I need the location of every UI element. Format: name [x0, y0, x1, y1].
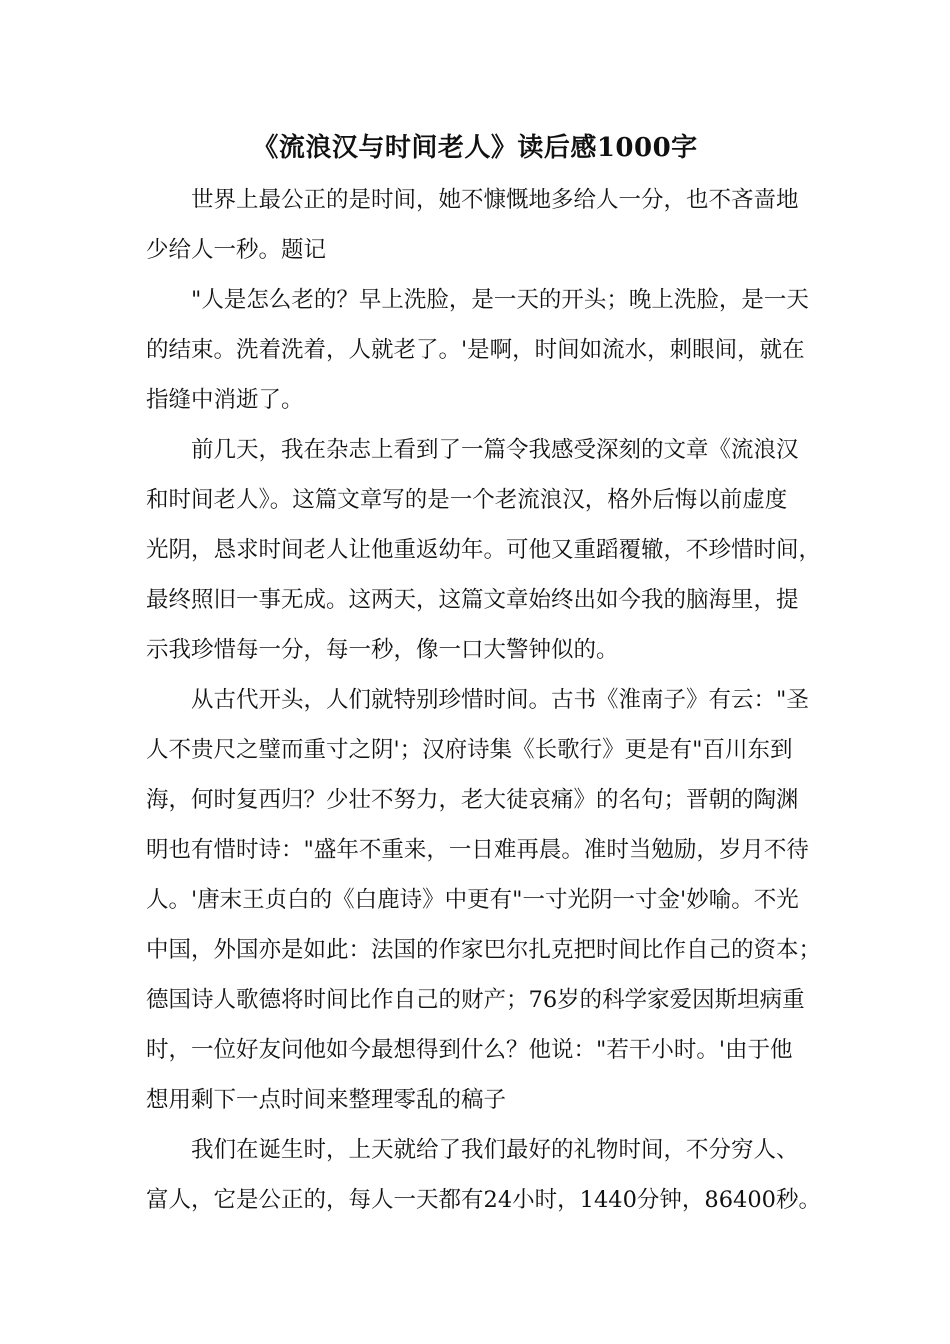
paragraph-4-line-5: 人。'唐末王贞白的《白鹿诗》中更有"一寸光阴一寸金'妙喻。不光: [146, 887, 799, 913]
paragraph-3-line-4: 最终照旧一事无成。这两天，这篇文章始终出如今我的脑海里，提: [146, 587, 799, 613]
paragraph-4-line-8: 时，一位好友问他如今最想得到什么？他说："若干小时。'由于他: [146, 1037, 793, 1063]
paragraph-4-line-7: 德国诗人歌德将时间比作自己的财产；76岁的科学家爱因斯坦病重: [146, 987, 805, 1013]
paragraph-4-line-6: 中国，外国亦是如此：法国的作家巴尔扎克把时间比作自己的资本；: [146, 937, 822, 963]
paragraph-2-line-3: 指缝中消逝了。: [146, 387, 304, 413]
paragraph-3-line-1: 前几天，我在杂志上看到了一篇令我感受深刻的文章《流浪汉: [191, 437, 799, 463]
paragraph-5-line-1: 我们在诞生时，上天就给了我们最好的礼物时间，不分穷人、: [191, 1137, 799, 1163]
paragraph-5-line-2: 富人，它是公正的，每人一天都有24小时，1440分钟，86400秒。: [146, 1187, 821, 1213]
paragraph-4-line-9: 想用剩下一点时间来整理零乱的稿子: [146, 1087, 507, 1113]
paragraph-4-line-4: 明也有惜时诗："盛年不重来，一日难再晨。准时当勉励，岁月不待: [146, 837, 809, 863]
paragraph-3-line-2: 和时间老人》。这篇文章写的是一个老流浪汉，格外后悔以前虚度: [146, 487, 788, 513]
paragraph-1-line-1: 世界上最公正的是时间，她不慷慨地多给人一分，也不吝啬地: [191, 187, 799, 213]
paragraph-2-line-2: 的结束。洗着洗着，人就老了。'是啊，时间如流水，刺眼间，就在: [146, 337, 805, 363]
paragraph-4-line-2: 人不贵尺之璧而重寸之阴'；汉府诗集《长歌行》更是有"百川东到: [146, 737, 793, 763]
document-title: 《流浪汉与时间老人》读后感1000字: [252, 133, 698, 163]
paragraph-2-line-1: "人是怎么老的？早上洗脸，是一天的开头；晚上洗脸，是一天: [191, 287, 809, 313]
paragraph-4-line-1: 从古代开头，人们就特别珍惜时间。古书《淮南子》有云："圣: [191, 687, 809, 713]
paragraph-3-line-3: 光阴，恳求时间老人让他重返幼年。可他又重蹈覆辙，不珍惜时间，: [146, 537, 822, 563]
paragraph-4-line-3: 海，何时复西归？少壮不努力，老大徒哀痛》的名句；晋朝的陶渊: [146, 787, 799, 813]
paragraph-1-line-2: 少给人一秒。题记: [146, 237, 327, 263]
paragraph-3-line-5: 示我珍惜每一分，每一秒，像一口大警钟似的。: [146, 637, 619, 663]
